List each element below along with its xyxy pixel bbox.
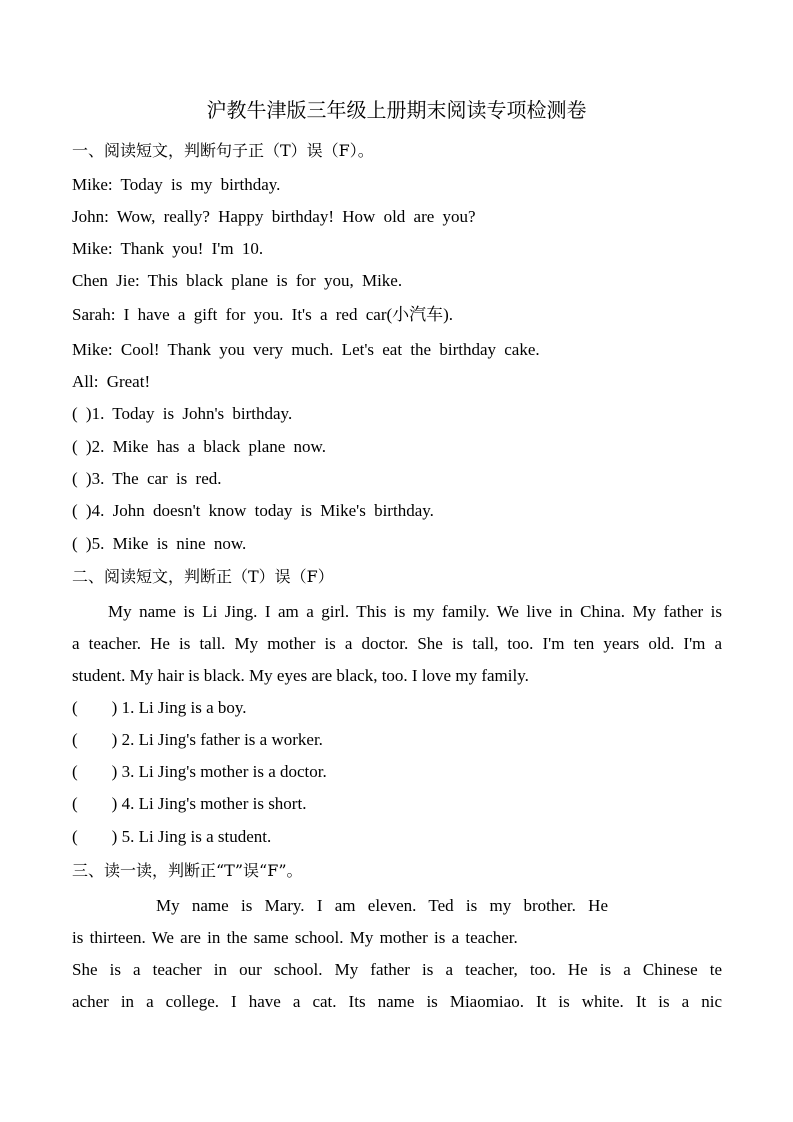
dialogue-line: Mike: Cool! Thank you very much. Let's eat the birthday cake. [72, 340, 540, 359]
question-item: ( )2. Mike has a black plane now. [72, 437, 326, 456]
dialogue-line: Chen Jie: This black plane is for you, Mike. [72, 271, 403, 290]
question-item: ( ) 5. Li Jing is a student. [72, 827, 272, 846]
passage-line: a teacher. He is tall. My mother is a doctor. She is tall, too. I'm ten years old. I'm a [72, 634, 722, 653]
passage-line: My name is Li Jing. I am a girl. This is my family. We live in China. My father is [108, 602, 722, 621]
question-item: ( )5. Mike is nine now. [72, 534, 247, 553]
dialogue-line: Mike: Today is my birthday. [72, 175, 281, 194]
section-2-heading: 二、阅读短文，判断正（T）误（F） [72, 567, 334, 586]
question-item: ( )4. John doesn't know today is Mike's birthday. [72, 501, 434, 520]
section-1-heading: 一、阅读短文，判断句子正（T）误（F）。 [72, 141, 374, 160]
question-item: ( ) 3. Li Jing's mother is a doctor. [72, 762, 327, 781]
dialogue-line: Sarah: I have a gift for you. It's a red car(小汽车). [72, 305, 454, 324]
dialogue-line: Mike: Thank you! I'm 10. [72, 239, 264, 258]
question-item: ( ) 4. Li Jing's mother is short. [72, 794, 307, 813]
dialogue-line: All: Great! [72, 372, 151, 391]
dialogue-line: John: Wow, really? Happy birthday! How old are you? [72, 207, 476, 226]
page-title: 沪教牛津版三年级上册期末阅读专项检测卷 [206, 98, 587, 122]
passage-line: She is a teacher in our school. My father is a teacher, too. He is a Chinese te [72, 960, 722, 979]
passage-line: is thirteen. We are in the same school. My mother is a teacher. [72, 928, 518, 947]
question-item: ( )1. Today is John's birthday. [72, 404, 293, 423]
question-item: ( )3. The car is red. [72, 469, 222, 488]
passage-line: student. My hair is black. My eyes are black, too. I love my family. [72, 666, 529, 685]
passage-line: acher in a college. I have a cat. Its name is Miaomiao. It is white. It is a nic [72, 992, 722, 1011]
question-item: ( ) 2. Li Jing's father is a worker. [72, 730, 323, 749]
passage-line: My name is Mary. I am eleven. Ted is my brother. He [156, 896, 608, 915]
section-3-heading: 三、读一读，判断正“T”误“F”。 [72, 861, 303, 880]
question-item: ( ) 1. Li Jing is a boy. [72, 698, 247, 717]
